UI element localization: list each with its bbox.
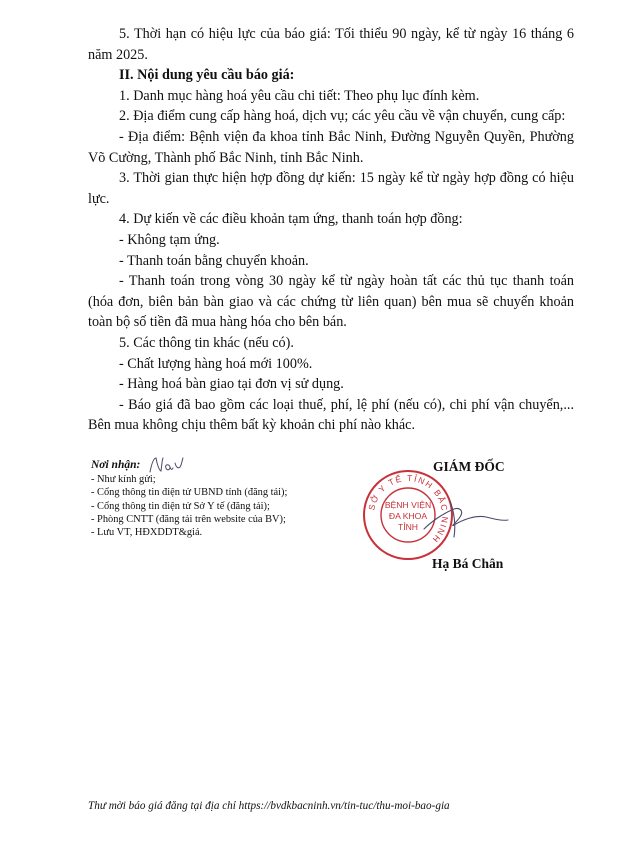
no-advance: - Không tạm ứng. <box>119 231 220 248</box>
director-title: GIÁM ĐỐC <box>433 459 505 474</box>
recipients-title: Nơi nhận: <box>91 459 141 471</box>
footer-note: Thư mời báo giá đăng tại địa chỉ https://bvdkbacninh.vn/tin-tuc/thu-moi-bao-gia <box>88 800 450 812</box>
payment-window: - Thanh toán trong vòng 30 ngày kể từ ngày hoàn tất các thủ tục thanh toán (hóa đơn, biên bản bàn giao và các chứng từ liên quan) bên mua sẽ chuyển khoản toàn bộ số tiền đã mua hàng hóa cho bên bán. <box>88 273 574 331</box>
goods-list: 1. Danh mục hàng hoá yêu cầu chi tiết: Theo phụ lục đính kèm. <box>119 87 480 104</box>
handover-location: - Hàng hoá bàn giao tại đơn vị sử dụng. <box>119 376 344 393</box>
recipient-item: - Cổng thông tin điện tử Sở Y tế (đăng tải); <box>91 500 270 512</box>
recipient-item: - Cổng thông tin điện tử UBND tỉnh (đăng tải); <box>91 487 288 499</box>
delivery-location-header: 2. Địa điểm cung cấp hàng hoá, dịch vụ; các yêu cầu về vận chuyển, cung cấp: <box>119 108 566 125</box>
delivery-location: - Địa điểm: Bệnh viện đa khoa tỉnh Bắc Ninh, Đường Nguyễn Quyền, Phường Võ Cường, Thành phố Bắc Ninh, tỉnh Bắc Ninh. <box>88 128 574 166</box>
contract-duration: 3. Thời gian thực hiện hợp đồng dự kiến: 15 ngày kể từ ngày hợp đồng có hiệu lực. <box>88 170 574 207</box>
svg-text:ĐA KHOA: ĐA KHOA <box>388 511 428 521</box>
director-signature <box>420 491 510 546</box>
svg-text:TỈNH: TỈNH <box>397 522 419 532</box>
handwritten-initials <box>147 454 187 476</box>
svg-text:SỞ Y TẾ TỈNH BẮC NINH: SỞ Y TẾ TỈNH BẮC NINH <box>366 472 451 546</box>
validity-period: 5. Thời hạn có hiệu lực của báo giá: Tối thiểu 90 ngày, kể từ ngày 16 tháng 6 năm 2025. <box>88 26 574 63</box>
quality-requirement: - Chất lượng hàng hoá mới 100%. <box>119 355 313 372</box>
section-2-heading: II. Nội dung yêu cầu báo giá: <box>119 67 295 84</box>
other-info-header: 5. Các thông tin khác (nếu có). <box>119 334 294 351</box>
price-inclusions: - Báo giá đã bao gồm các loại thuế, phí, lệ phí (nếu có), chi phí vận chuyển,... Bên mua không chịu thêm bất kỳ khoản chi phí nào khác. <box>88 396 574 434</box>
bank-transfer: - Thanh toán bằng chuyển khoản. <box>119 252 309 269</box>
recipient-item: - Như kính gửi; <box>91 474 156 486</box>
recipients-block <box>91 459 351 539</box>
signer-name: Hạ Bá Chân <box>432 556 504 571</box>
document-body <box>88 24 574 436</box>
payment-terms-header: 4. Dự kiến về các điều khoản tạm ứng, thanh toán hợp đồng: <box>119 211 463 228</box>
svg-text:BỆNH VIỆN: BỆNH VIỆN <box>384 500 432 510</box>
recipient-item: - Lưu VT, HĐXDDT&giá. <box>91 527 203 539</box>
recipient-item: - Phòng CNTT (đăng tải trên website của BV); <box>91 513 286 525</box>
